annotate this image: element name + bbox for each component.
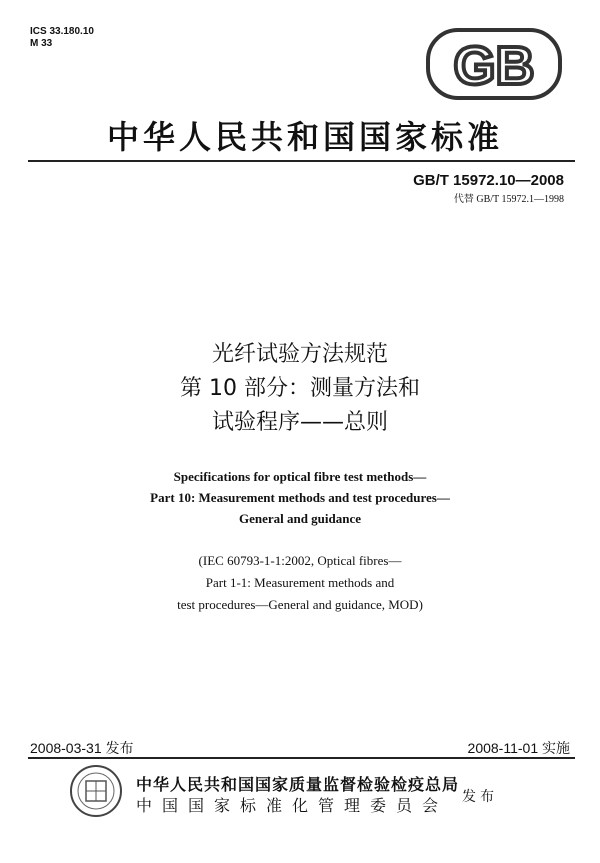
standard-code: GB/T 15972.10—2008 [413, 172, 564, 189]
chinese-title-line: 光纤试验方法规范 [211, 342, 388, 367]
chinese-title [0, 338, 600, 440]
chinese-title-line: 试验程序——总则 [211, 410, 388, 435]
english-title-line: Specifications for optical fibre test methods— [173, 469, 427, 484]
chinese-title-line: 第 10 部分：测量方法和 [180, 376, 420, 401]
classification-codes [30, 26, 94, 50]
iec-line: (IEC 60793-1-1:2002, Optical fibres— [198, 553, 402, 568]
gb-logo-text: GB [453, 36, 535, 96]
issuer-line: 中国国家标准化管理委员会 [136, 796, 449, 815]
top-divider [28, 160, 575, 162]
issuer-line: 中华人民共和国国家质量监督检验检疫总局 [136, 775, 460, 794]
issuing-authorities [136, 774, 459, 816]
implement-date: 2008-11-01 实施 [467, 740, 570, 756]
ics-code: ICS 33.180.10 [30, 26, 94, 37]
replaces-code: 代替 GB/T 15972.1—1998 [453, 194, 564, 205]
publish-label: 发布 [462, 789, 498, 805]
iec-line: test procedures—General and guidance, MOD) [177, 597, 423, 612]
bottom-divider [28, 757, 575, 759]
english-title-line: General and guidance [238, 511, 362, 526]
iec-line: Part 1-1: Measurement methods and [205, 575, 395, 590]
issuer-seal-icon [68, 763, 124, 819]
category-code: M 33 [30, 38, 53, 49]
iec-equivalence [0, 550, 600, 616]
national-standard-heading: 中华人民共和国国家标准 [106, 118, 503, 156]
gb-logo-icon [426, 28, 562, 100]
english-title [0, 466, 600, 529]
publish-date: 2008-03-31 发布 [30, 740, 134, 756]
english-title-line: Part 10: Measurement methods and test procedures— [150, 490, 450, 505]
